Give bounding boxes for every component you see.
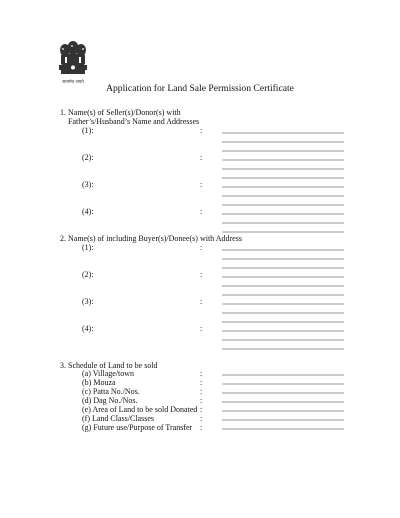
seller-4-label: (4): [82,207,94,216]
seller-2-line-1[interactable] [222,159,344,161]
schedule-mouza-colon: : [200,378,203,387]
seller-4-line-3[interactable] [222,231,344,233]
schedule-village-colon: : [200,369,203,378]
buyer-4-colon: : [200,324,203,333]
schedule-class-line[interactable] [222,419,344,421]
buyer-3-line-3[interactable] [222,321,344,323]
schedule-purpose-label: (g) Future use/Purpose of Transfer [82,423,193,432]
schedule-patta-label: (c) Patta No./Nos. [82,387,140,396]
seller-3-colon: : [200,180,203,189]
seller-1-label: (1): [82,126,94,135]
schedule-class-colon: : [200,414,203,423]
buyer-4-line-1[interactable] [222,330,344,332]
seller-3-label: (3): [82,180,94,189]
seller-3-line-1[interactable] [222,186,344,188]
buyer-2-colon: : [200,270,203,279]
seller-2-line-3[interactable] [222,177,344,179]
schedule-dag-label: (d) Dag No./Nos. [82,396,138,405]
schedule-area-label: (e) Area of Land to be sold Donated [82,405,198,414]
seller-4-line-1[interactable] [222,213,344,215]
section1-heading: 1. Name(s) of Seller(s)/Donor(s) with [60,108,181,117]
buyer-3-label: (3): [82,297,94,306]
section1-subheading: Father’s/Husband’s Name and Addresses [68,117,200,126]
buyer-3-colon: : [200,297,203,306]
buyer-3-line-1[interactable] [222,303,344,305]
schedule-purpose-line[interactable] [222,428,344,430]
buyer-1-line-2[interactable] [222,258,344,260]
schedule-village-line[interactable] [222,374,344,376]
seller-4-colon: : [200,207,203,216]
buyer-1-label: (1): [82,243,94,252]
schedule-patta-line[interactable] [222,392,344,394]
buyer-3-line-2[interactable] [222,312,344,314]
schedule-dag-line[interactable] [222,401,344,403]
schedule-class-label: (f) Land Class/Classes [82,414,154,423]
seller-3-line-2[interactable] [222,195,344,197]
schedule-purpose-colon: : [200,423,203,432]
section3-heading: 3. Schedule of Land to be sold [60,361,158,370]
buyer-4-line-2[interactable] [222,339,344,341]
seller-2-label: (2): [82,153,94,162]
schedule-dag-colon: : [200,396,203,405]
seller-4-line-2[interactable] [222,222,344,224]
buyer-2-line-3[interactable] [222,294,344,296]
buyer-2-label: (2): [82,270,94,279]
page-title: Application for Land Sale Permission Certificate [106,83,294,94]
schedule-area-colon: : [200,405,203,414]
buyer-1-line-1[interactable] [222,249,344,251]
schedule-mouza-label: (b) Mouza [82,378,116,387]
schedule-patta-colon: : [200,387,203,396]
schedule-area-line[interactable] [222,410,344,412]
seller-1-colon: : [200,126,203,135]
seller-1-line-3[interactable] [222,150,344,152]
buyer-4-label: (4): [82,324,94,333]
buyer-2-line-2[interactable] [222,285,344,287]
buyer-1-line-3[interactable] [222,267,344,269]
schedule-village-label: (a) Village/town [82,369,135,378]
seller-2-line-2[interactable] [222,168,344,170]
buyer-1-colon: : [200,243,203,252]
buyer-2-line-1[interactable] [222,276,344,278]
schedule-mouza-line[interactable] [222,383,344,385]
seller-3-line-3[interactable] [222,204,344,206]
seller-1-line-1[interactable] [222,132,344,134]
section2-heading: 2. Name(s) of including Buyer(s)/Donee(s) with Address [60,234,242,243]
emblem-caption: सत्यमेव जयते [62,80,84,85]
seller-2-colon: : [200,153,203,162]
buyer-4-line-3[interactable] [222,348,344,350]
seller-1-line-2[interactable] [222,141,344,143]
